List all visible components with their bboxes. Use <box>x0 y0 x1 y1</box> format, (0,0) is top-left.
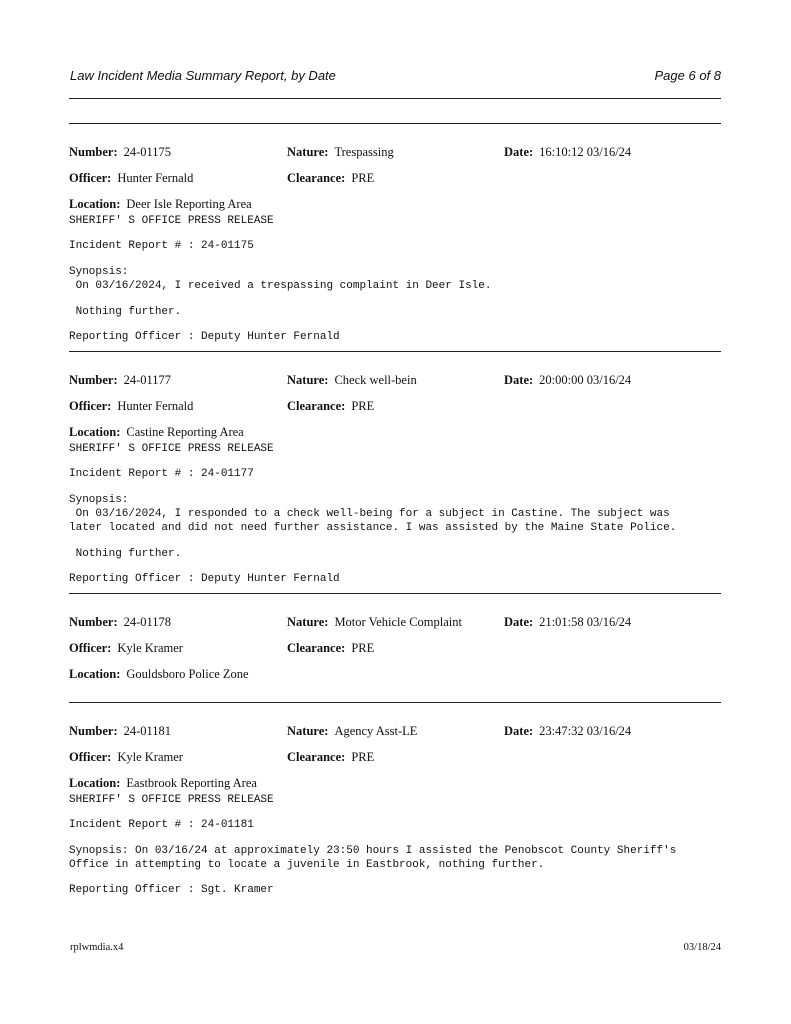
record-clearance: Clearance: PRE <box>287 750 375 764</box>
record-number: Number: 24-01178 <box>69 615 172 629</box>
record-officer: Officer: Kyle Kramer <box>69 641 183 655</box>
incident-report-line: Incident Report # : 24-01181 <box>69 819 254 831</box>
record-clearance: Clearance: PRE <box>287 641 375 655</box>
divider <box>69 123 721 124</box>
record-nature: Nature: Trespassing <box>287 145 394 159</box>
record-location: Location: Eastbrook Reporting Area <box>69 776 257 790</box>
record-location: Location: Deer Isle Reporting Area <box>69 197 252 211</box>
record-nature: Nature: Check well-bein <box>287 373 417 387</box>
press-release-line: SHERIFF' S OFFICE PRESS RELEASE <box>69 443 274 455</box>
divider <box>69 702 721 703</box>
record-nature: Nature: Motor Vehicle Complaint <box>287 615 462 629</box>
synopsis-text: On 03/16/2024, I received a trespassing complaint in Deer Isle. <box>69 280 492 292</box>
record-number: Number: 24-01177 <box>69 373 172 387</box>
page-number: Page 6 of 8 <box>654 68 721 83</box>
synopsis-text: later located and did not need further assistance. I was assisted by the Maine State Police. <box>69 522 677 534</box>
synopsis-text: Synopsis: On 03/16/24 at approximately 23:50 hours I assisted the Penobscot County Sheriff's <box>69 845 677 857</box>
record-date: Date: 23:47:32 03/16/24 <box>504 724 632 738</box>
record-date: Date: 20:00:00 03/16/24 <box>504 373 632 387</box>
header-rule <box>69 98 721 99</box>
footer-report-code: rplwmdia.x4 <box>70 942 124 953</box>
press-release-line: SHERIFF' S OFFICE PRESS RELEASE <box>69 215 274 227</box>
record-date: Date: 21:01:58 03/16/24 <box>504 615 632 629</box>
record-officer: Officer: Hunter Fernald <box>69 399 194 413</box>
press-release-line: SHERIFF' S OFFICE PRESS RELEASE <box>69 794 274 806</box>
record-clearance: Clearance: PRE <box>287 399 375 413</box>
record-nature: Nature: Agency Asst-LE <box>287 724 418 738</box>
synopsis-label: Synopsis: <box>69 494 129 506</box>
record-clearance: Clearance: PRE <box>287 171 375 185</box>
divider <box>69 593 721 594</box>
record-location: Location: Castine Reporting Area <box>69 425 244 439</box>
record-officer: Officer: Kyle Kramer <box>69 750 183 764</box>
reporting-officer: Reporting Officer : Deputy Hunter Fernald <box>69 573 340 585</box>
divider <box>69 351 721 352</box>
reporting-officer: Reporting Officer : Sgt. Kramer <box>69 884 274 896</box>
reporting-officer: Reporting Officer : Deputy Hunter Fernald <box>69 331 340 343</box>
synopsis-text: On 03/16/2024, I responded to a check well-being for a subject in Castine. The subject was <box>69 508 670 520</box>
record-location: Location: Gouldsboro Police Zone <box>69 667 249 681</box>
incident-report-line: Incident Report # : 24-01175 <box>69 240 254 252</box>
record-number: Number: 24-01181 <box>69 724 172 738</box>
synopsis-text: Office in attempting to locate a juvenile in Eastbrook, nothing further. <box>69 859 545 871</box>
synopsis-label: Synopsis: <box>69 266 129 278</box>
nothing-further: Nothing further. <box>69 306 182 318</box>
report-title: Law Incident Media Summary Report, by Date <box>70 68 336 83</box>
record-date: Date: 16:10:12 03/16/24 <box>504 145 632 159</box>
footer-print-date: 03/18/24 <box>683 942 721 953</box>
record-number: Number: 24-01175 <box>69 145 172 159</box>
record-officer: Officer: Hunter Fernald <box>69 171 194 185</box>
incident-report-line: Incident Report # : 24-01177 <box>69 468 254 480</box>
nothing-further: Nothing further. <box>69 548 182 560</box>
